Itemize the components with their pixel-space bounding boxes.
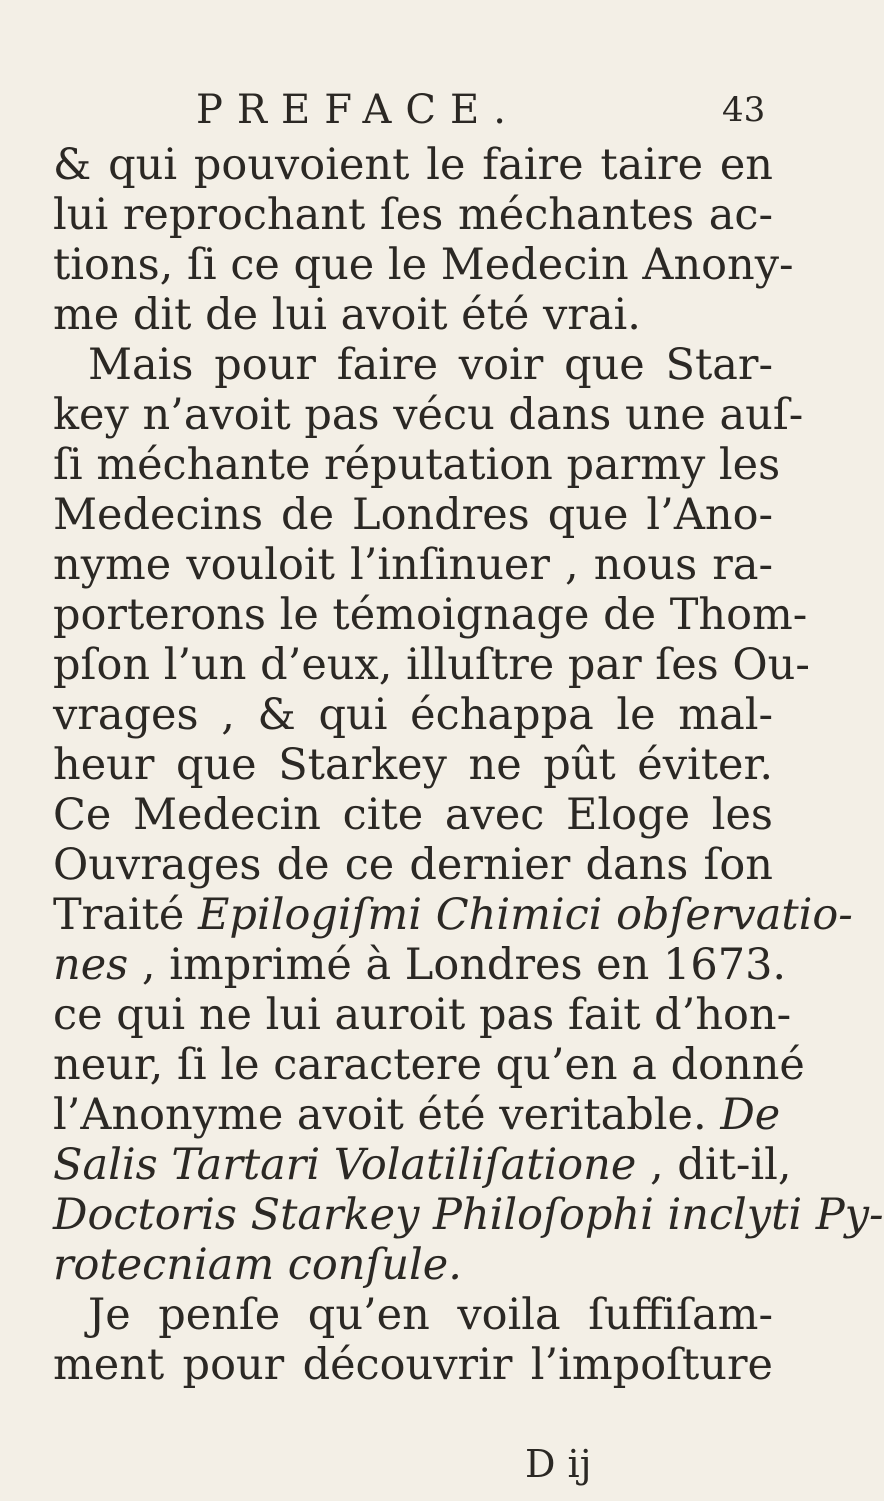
text-line: Mais pour faire voir que Star- bbox=[88, 340, 773, 390]
text-line: key n’avoit pas vécu dans une auſ- bbox=[53, 390, 804, 440]
text-line: neur, ſi le caractere qu’en a donné bbox=[53, 1040, 805, 1090]
page-number: 43 bbox=[722, 90, 766, 130]
italic-latin-quote: De bbox=[720, 1090, 781, 1140]
text-line: me dit de lui avoit été vrai. bbox=[53, 290, 641, 340]
text-line bbox=[53, 1190, 884, 1240]
line-segment: , imprimé à Londres en 1673. bbox=[141, 940, 787, 990]
line-segment: , dit-il, bbox=[649, 1140, 792, 1190]
text-line bbox=[53, 940, 787, 990]
text-line: Ce Medecin cite avec Eloge les bbox=[53, 790, 773, 840]
text-line: nyme vouloit l’inſinuer , nous ra- bbox=[53, 540, 773, 590]
text-line: pſon l’un d’eux, illuſtre par ſes Ou- bbox=[53, 640, 810, 690]
text-line bbox=[53, 1140, 792, 1190]
text-line: tions, ſi ce que le Medecin Anony- bbox=[53, 240, 794, 290]
text-line: Je penſe qu’en voila ſuffiſam- bbox=[88, 1290, 773, 1340]
text-line: lui reprochant ſes méchantes ac- bbox=[53, 190, 773, 240]
line-segment: Traité bbox=[53, 890, 185, 940]
italic-latin-quote: rotecniam conſule. bbox=[53, 1240, 462, 1290]
text-line bbox=[53, 1090, 781, 1140]
italic-latin-title: Epilogiſmi Chimici obſervatio- bbox=[198, 890, 853, 940]
italic-latin-quote: Doctoris Starkey Philoſophi inclyti Py- bbox=[53, 1190, 884, 1240]
text-line: Ouvrages de ce dernier dans ſon bbox=[53, 840, 773, 890]
text-line: ce qui ne lui auroit pas fait d’hon- bbox=[53, 990, 792, 1040]
italic-latin-quote: Salis Tartari Volatiliſatione bbox=[53, 1140, 637, 1190]
text-line: heur que Starkey ne pût éviter. bbox=[53, 740, 773, 790]
line-segment: l’Anonyme avoit été veritable. bbox=[53, 1090, 707, 1140]
text-line: ſi méchante réputation parmy les bbox=[53, 440, 781, 490]
body-text bbox=[53, 140, 884, 1390]
text-line bbox=[53, 890, 853, 940]
text-line: & qui pouvoient le faire taire en bbox=[53, 140, 773, 190]
italic-latin-title: nes bbox=[53, 940, 129, 990]
text-line: porterons le témoignage de Thom- bbox=[53, 590, 808, 640]
page-header bbox=[0, 82, 800, 142]
text-line bbox=[53, 1240, 773, 1290]
text-line: Medecins de Londres que l’Ano- bbox=[53, 490, 773, 540]
text-line: ment pour découvrir l’impoſture bbox=[53, 1340, 773, 1390]
text-line: vrages , & qui échappa le mal- bbox=[53, 690, 773, 740]
running-title: PREFACE. bbox=[196, 87, 520, 133]
signature-mark: D ij bbox=[525, 1442, 592, 1486]
